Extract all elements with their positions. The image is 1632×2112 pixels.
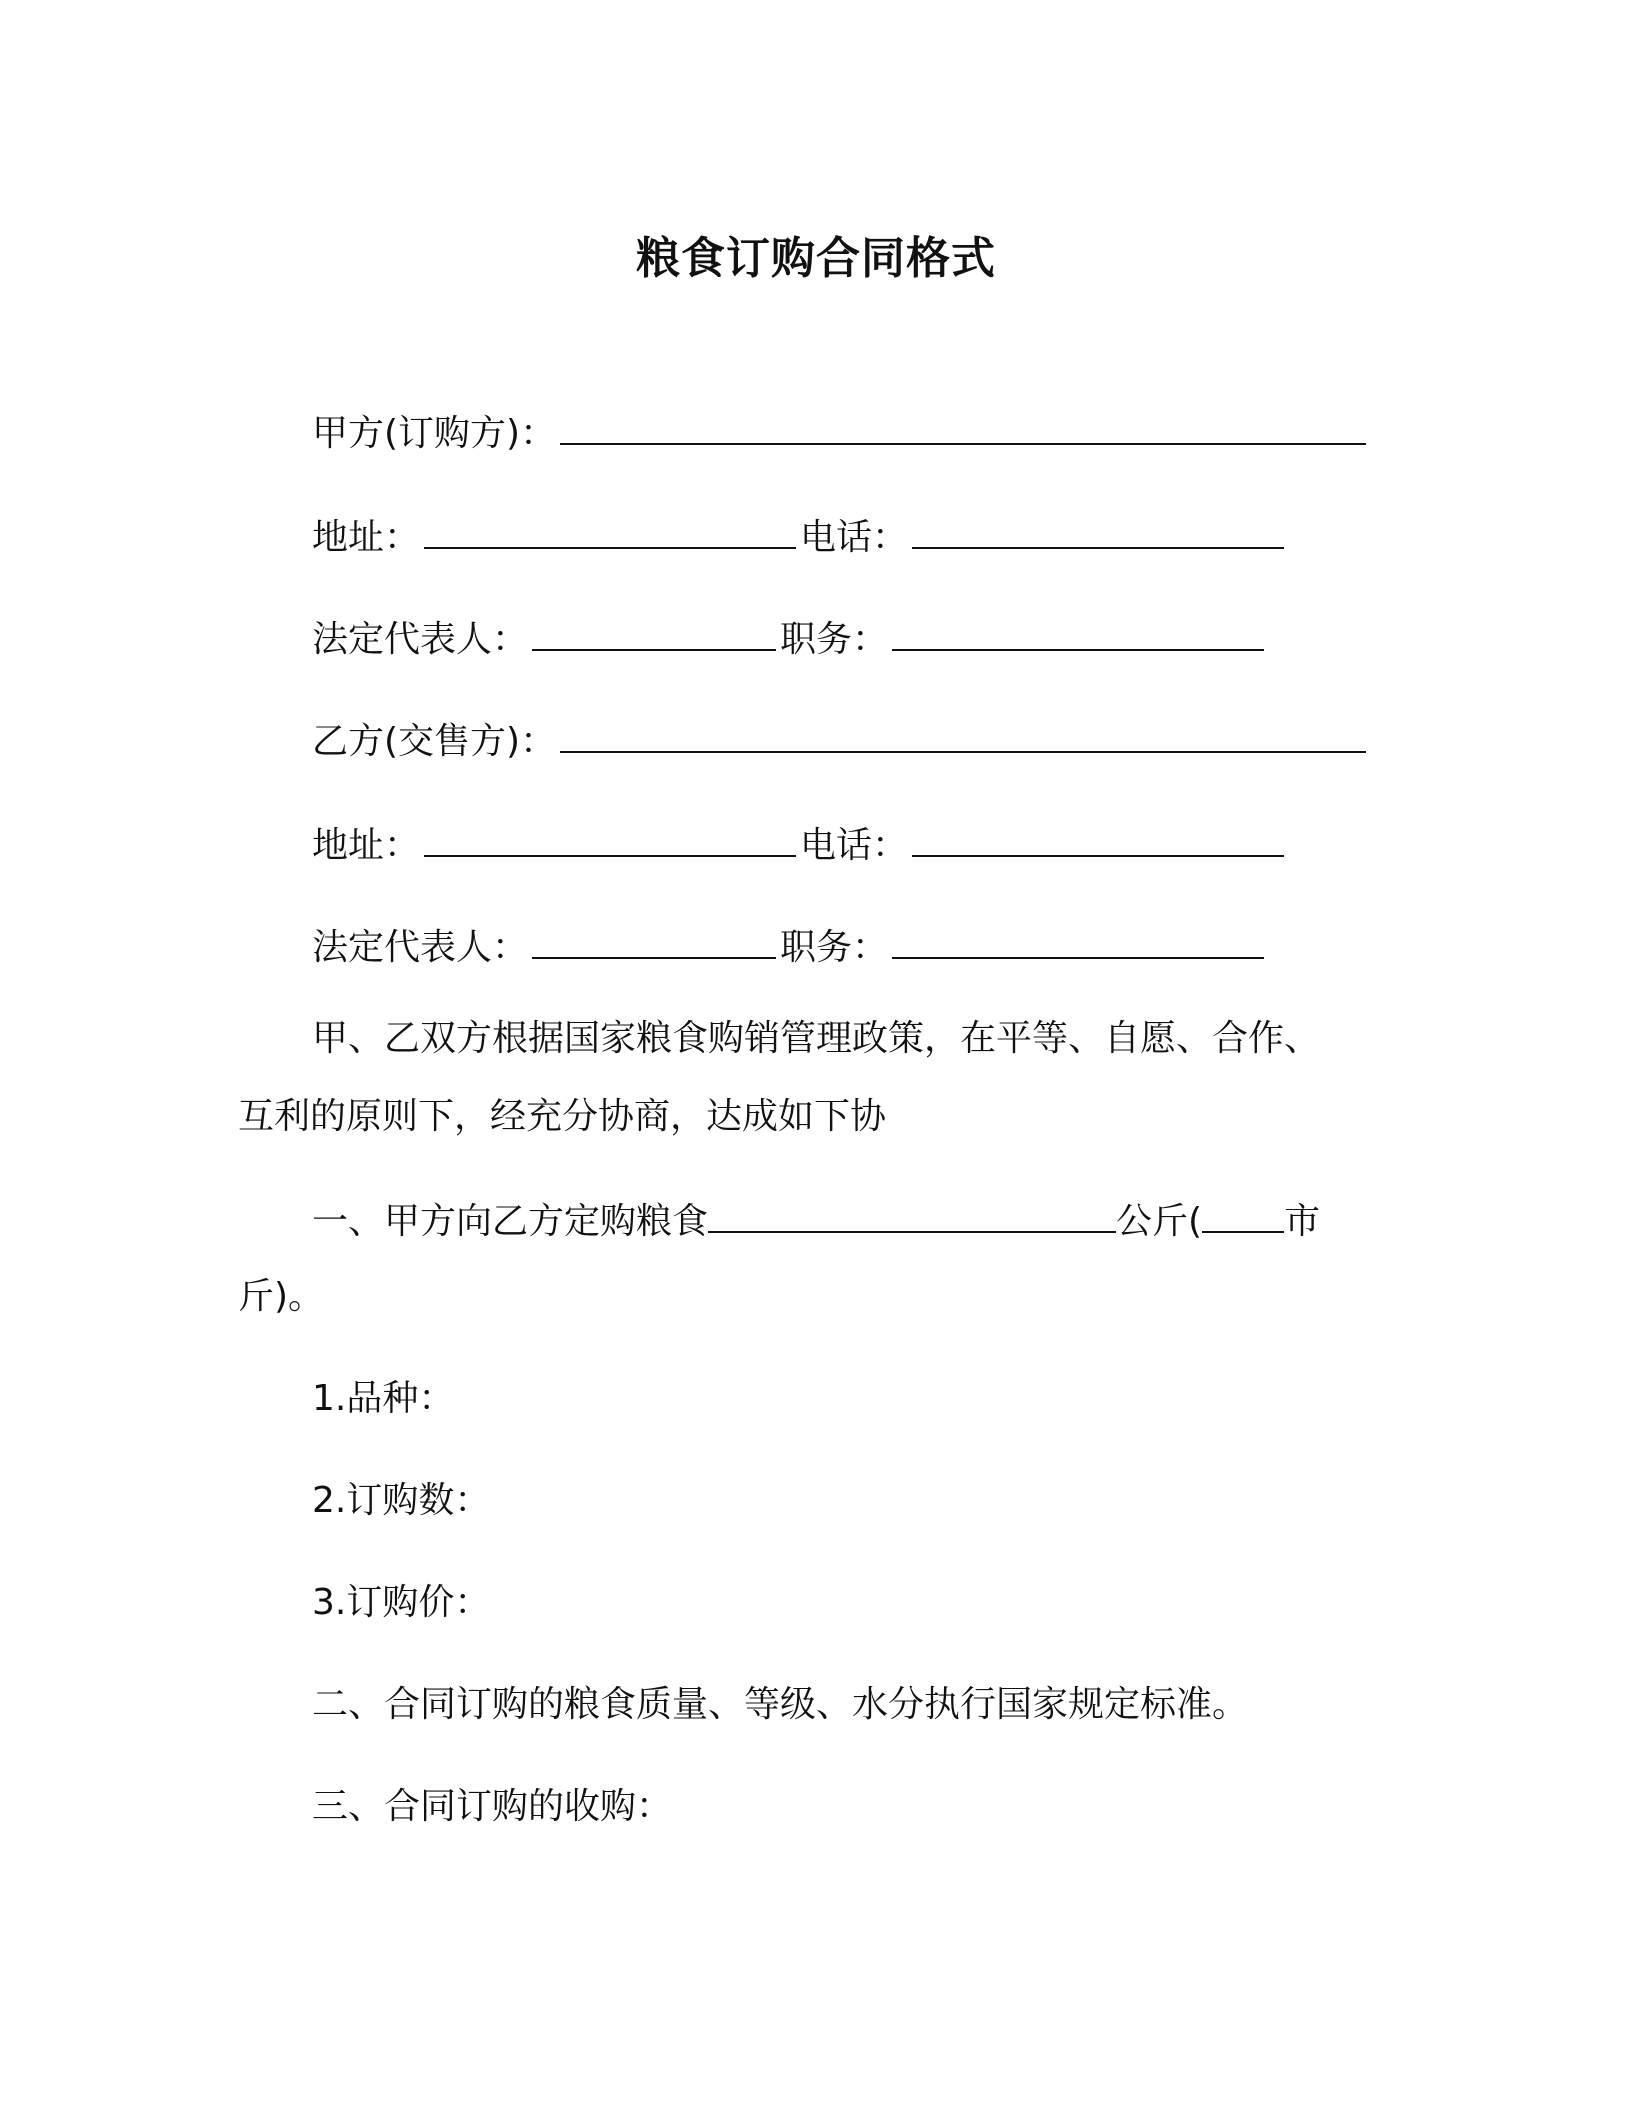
party-a-row <box>312 407 1370 458</box>
clause-1-prefix: 一、甲方向乙方定购粮食 <box>312 1201 709 1242</box>
clause-2: 二、合同订购的粮食质量、等级、水分执行国家规定标准。 <box>312 1684 1249 1725</box>
clause-1-quantity-blank[interactable] <box>708 1195 1116 1233</box>
party-b-legal-rep-blank[interactable] <box>532 921 776 959</box>
party-b-address-blank[interactable] <box>424 819 796 857</box>
party-a-blank[interactable] <box>560 407 1366 445</box>
clause-3: 三、合同订购的收购： <box>312 1786 673 1827</box>
party-b-phone-blank[interactable] <box>912 819 1284 857</box>
clause-1-line-2: 斤)。 <box>238 1276 325 1317</box>
intro-line-1: 甲、乙双方根据国家粮食购销管理政策，在平等、自愿、合作、 <box>312 1018 1321 1059</box>
party-b-label: 乙方(交售方)： <box>312 721 557 762</box>
party-b-legal-rep-label: 法定代表人： <box>312 927 529 968</box>
party-b-phone-label: 电话： <box>800 825 909 866</box>
party-a-position-label: 职务： <box>780 619 889 660</box>
item-order-price: 3.订购价： <box>312 1582 491 1623</box>
party-a-legal-rep-blank[interactable] <box>532 613 776 651</box>
party-a-address-row <box>312 511 1288 562</box>
document-title: 粮食订购合同格式 <box>636 233 996 284</box>
party-b-address-row <box>312 819 1288 870</box>
party-a-address-blank[interactable] <box>424 511 796 549</box>
item-variety: 1.品种： <box>312 1378 455 1419</box>
party-a-rep-row <box>312 613 1268 664</box>
clause-1-market-jin-blank[interactable] <box>1202 1195 1284 1233</box>
clause-1-row <box>312 1195 1320 1246</box>
party-a-position-blank[interactable] <box>892 613 1264 651</box>
party-a-label: 甲方(订购方)： <box>312 413 557 454</box>
party-b-position-label: 职务： <box>780 927 889 968</box>
intro-line-2: 互利的原则下，经充分协商，达成如下协 <box>238 1096 887 1137</box>
party-a-phone-label: 电话： <box>800 517 909 558</box>
party-a-phone-blank[interactable] <box>912 511 1284 549</box>
party-b-address-label: 地址： <box>312 825 421 866</box>
party-b-blank[interactable] <box>560 715 1366 753</box>
party-b-rep-row <box>312 921 1268 972</box>
party-b-position-blank[interactable] <box>892 921 1264 959</box>
item-order-quantity: 2.订购数： <box>312 1480 491 1521</box>
clause-1-unit-2: 市 <box>1284 1201 1321 1242</box>
party-a-legal-rep-label: 法定代表人： <box>312 619 529 660</box>
party-a-address-label: 地址： <box>312 517 421 558</box>
clause-1-unit: 公斤( <box>1116 1201 1203 1242</box>
party-b-row <box>312 715 1370 766</box>
